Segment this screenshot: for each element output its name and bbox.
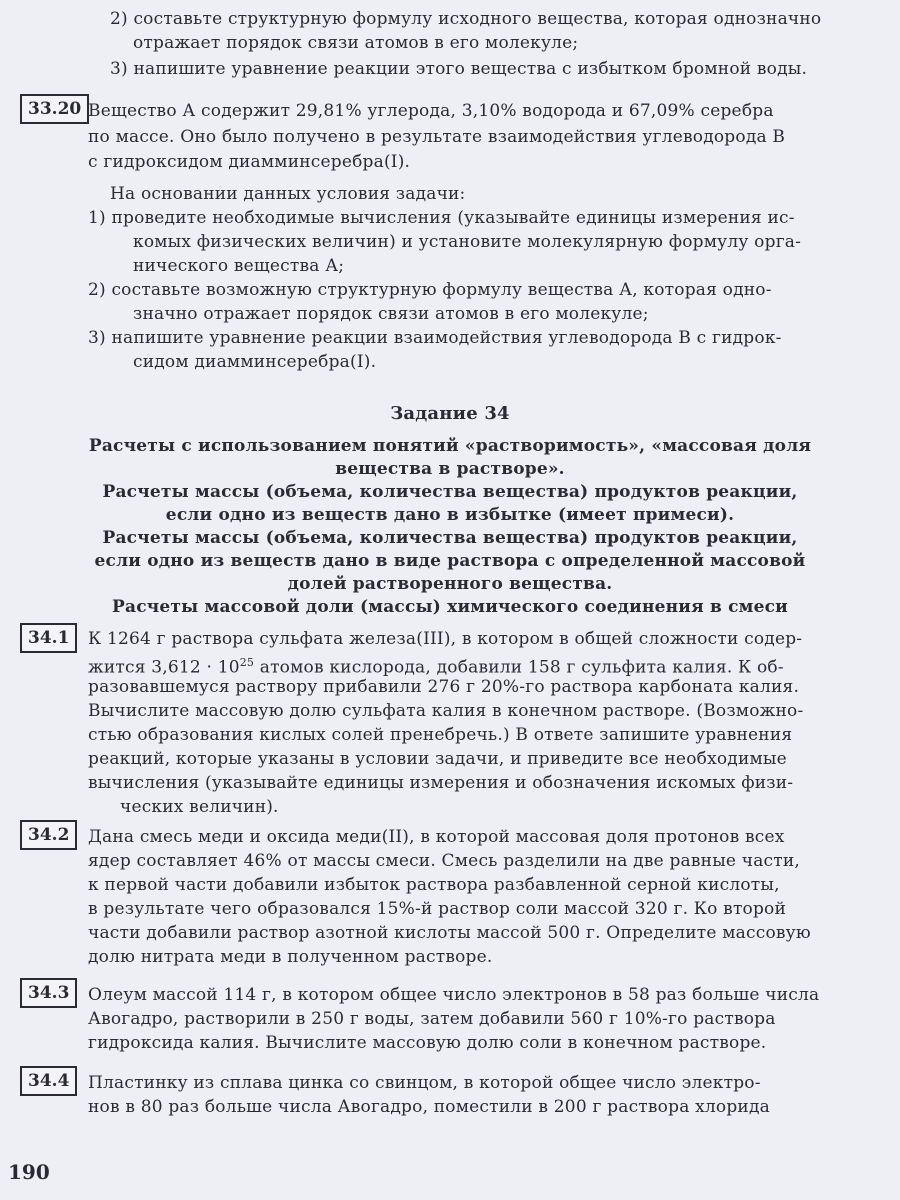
- text-line: ядер составляет 46% от массы смеси. Смесь разделили на две равные части,: [88, 851, 801, 871]
- text-fragment: атомов кислорода, добавили 158 г сульфита калия. К об-: [254, 657, 784, 678]
- text-line: комых физических величин) и установите молекулярную формулу орга-: [133, 232, 802, 252]
- text-line: разовавшемуся раствору прибавили 276 г 20%-го раствора карбоната калия.: [88, 677, 800, 697]
- text-line: На основании данных условия задачи:: [110, 184, 466, 204]
- section-subtitle-line: если одно из веществ дано в избытке (имеет примеси).: [165, 505, 735, 525]
- text-line: по массе. Оно было получено в результате взаимодействия углеводорода В: [88, 127, 786, 147]
- text-line: ческих величин).: [120, 797, 279, 817]
- exponent: 25: [239, 656, 255, 669]
- text-line: 3) напишите уравнение реакции взаимодействия углеводорода В с гидрок-: [88, 328, 782, 348]
- section-subtitle-line: Расчеты массы (объема, количества вещества) продуктов реакции,: [102, 528, 798, 548]
- problem-number-34-3: 34.3: [20, 978, 77, 1008]
- text-line: к первой части добавили избыток раствора разбавленной серной кислоты,: [88, 875, 780, 895]
- text-line: сидом диамминсеребра(I).: [133, 352, 377, 372]
- text-line: 3) напишите уравнение реакции этого вещества с избытком бромной воды.: [110, 59, 808, 79]
- text-line: Дана смесь меди и оксида меди(II), в которой массовая доля протонов всех: [88, 827, 785, 847]
- problem-number-34-2: 34.2: [20, 820, 77, 850]
- text-line: отражает порядок связи атомов в его молекуле;: [133, 33, 579, 53]
- problem-number-34-4: 34.4: [20, 1066, 77, 1096]
- text-fragment: жится 3,612 · 10: [88, 657, 240, 678]
- section-subtitle-line: Расчеты с использованием понятий «растворимость», «массовая доля: [88, 436, 812, 456]
- text-line: нического вещества А;: [133, 256, 345, 276]
- text-line: Вычислите массовую долю сульфата калия в конечном растворе. (Возможно-: [88, 701, 804, 721]
- text-line: части добавили раствор азотной кислоты массой 500 г. Определите массовую: [88, 923, 811, 943]
- text-line: Пластинку из сплава цинка со свинцом, в которой общее число электро-: [88, 1073, 761, 1093]
- problem-number-33-20: 33.20: [20, 94, 89, 124]
- text-line: Олеум массой 114 г, в котором общее число электронов в 58 раз больше числа: [88, 985, 820, 1005]
- text-line: реакций, которые указаны в условии задачи, и приведите все необходимые: [88, 749, 787, 769]
- section-subtitle-line: если одно из веществ дано в виде раствора с определенной массовой: [94, 551, 806, 571]
- text-line: К 1264 г раствора сульфата железа(III), в котором в общей сложности содер-: [88, 629, 803, 649]
- section-title: Задание 34: [390, 403, 510, 424]
- section-subtitle-line: вещества в растворе».: [335, 459, 565, 479]
- text-line: 2) составьте структурную формулу исходного вещества, которая однозначно: [110, 9, 822, 29]
- section-subtitle-line: долей растворенного вещества.: [287, 574, 613, 594]
- text-line: стью образования кислых солей пренебречь.) В ответе запишите уравнения: [88, 725, 793, 745]
- text-line: долю нитрата меди в полученном растворе.: [88, 947, 493, 967]
- text-line-with-exponent: [88, 652, 784, 679]
- text-line: Вещество А содержит 29,81% углерода, 3,10% водорода и 67,09% серебра: [88, 101, 774, 121]
- problem-number-34-1: 34.1: [20, 623, 77, 653]
- text-line: нов в 80 раз больше числа Авогадро, поместили в 200 г раствора хлорида: [88, 1097, 770, 1117]
- page-number: 190: [8, 1160, 50, 1184]
- text-line: 2) составьте возможную структурную формулу вещества А, которая одно-: [88, 280, 772, 300]
- section-subtitle-line: Расчеты массы (объема, количества вещества) продуктов реакции,: [102, 482, 798, 502]
- text-line: с гидроксидом диамминсеребра(I).: [88, 152, 411, 172]
- text-line: Авогадро, растворили в 250 г воды, затем добавили 560 г 10%-го раствора: [88, 1009, 776, 1029]
- text-line: значно отражает порядок связи атомов в его молекуле;: [133, 304, 649, 324]
- text-line: в результате чего образовался 15%-й раствор соли массой 320 г. Ко второй: [88, 899, 787, 919]
- section-subtitle-line: Расчеты массовой доли (массы) химического соединения в смеси: [112, 597, 788, 617]
- text-line: вычисления (указывайте единицы измерения и обозначения искомых физи-: [88, 773, 794, 793]
- text-line: 1) проведите необходимые вычисления (указывайте единицы измерения ис-: [88, 208, 795, 228]
- text-line: гидроксида калия. Вычислите массовую долю соли в конечном растворе.: [88, 1033, 767, 1053]
